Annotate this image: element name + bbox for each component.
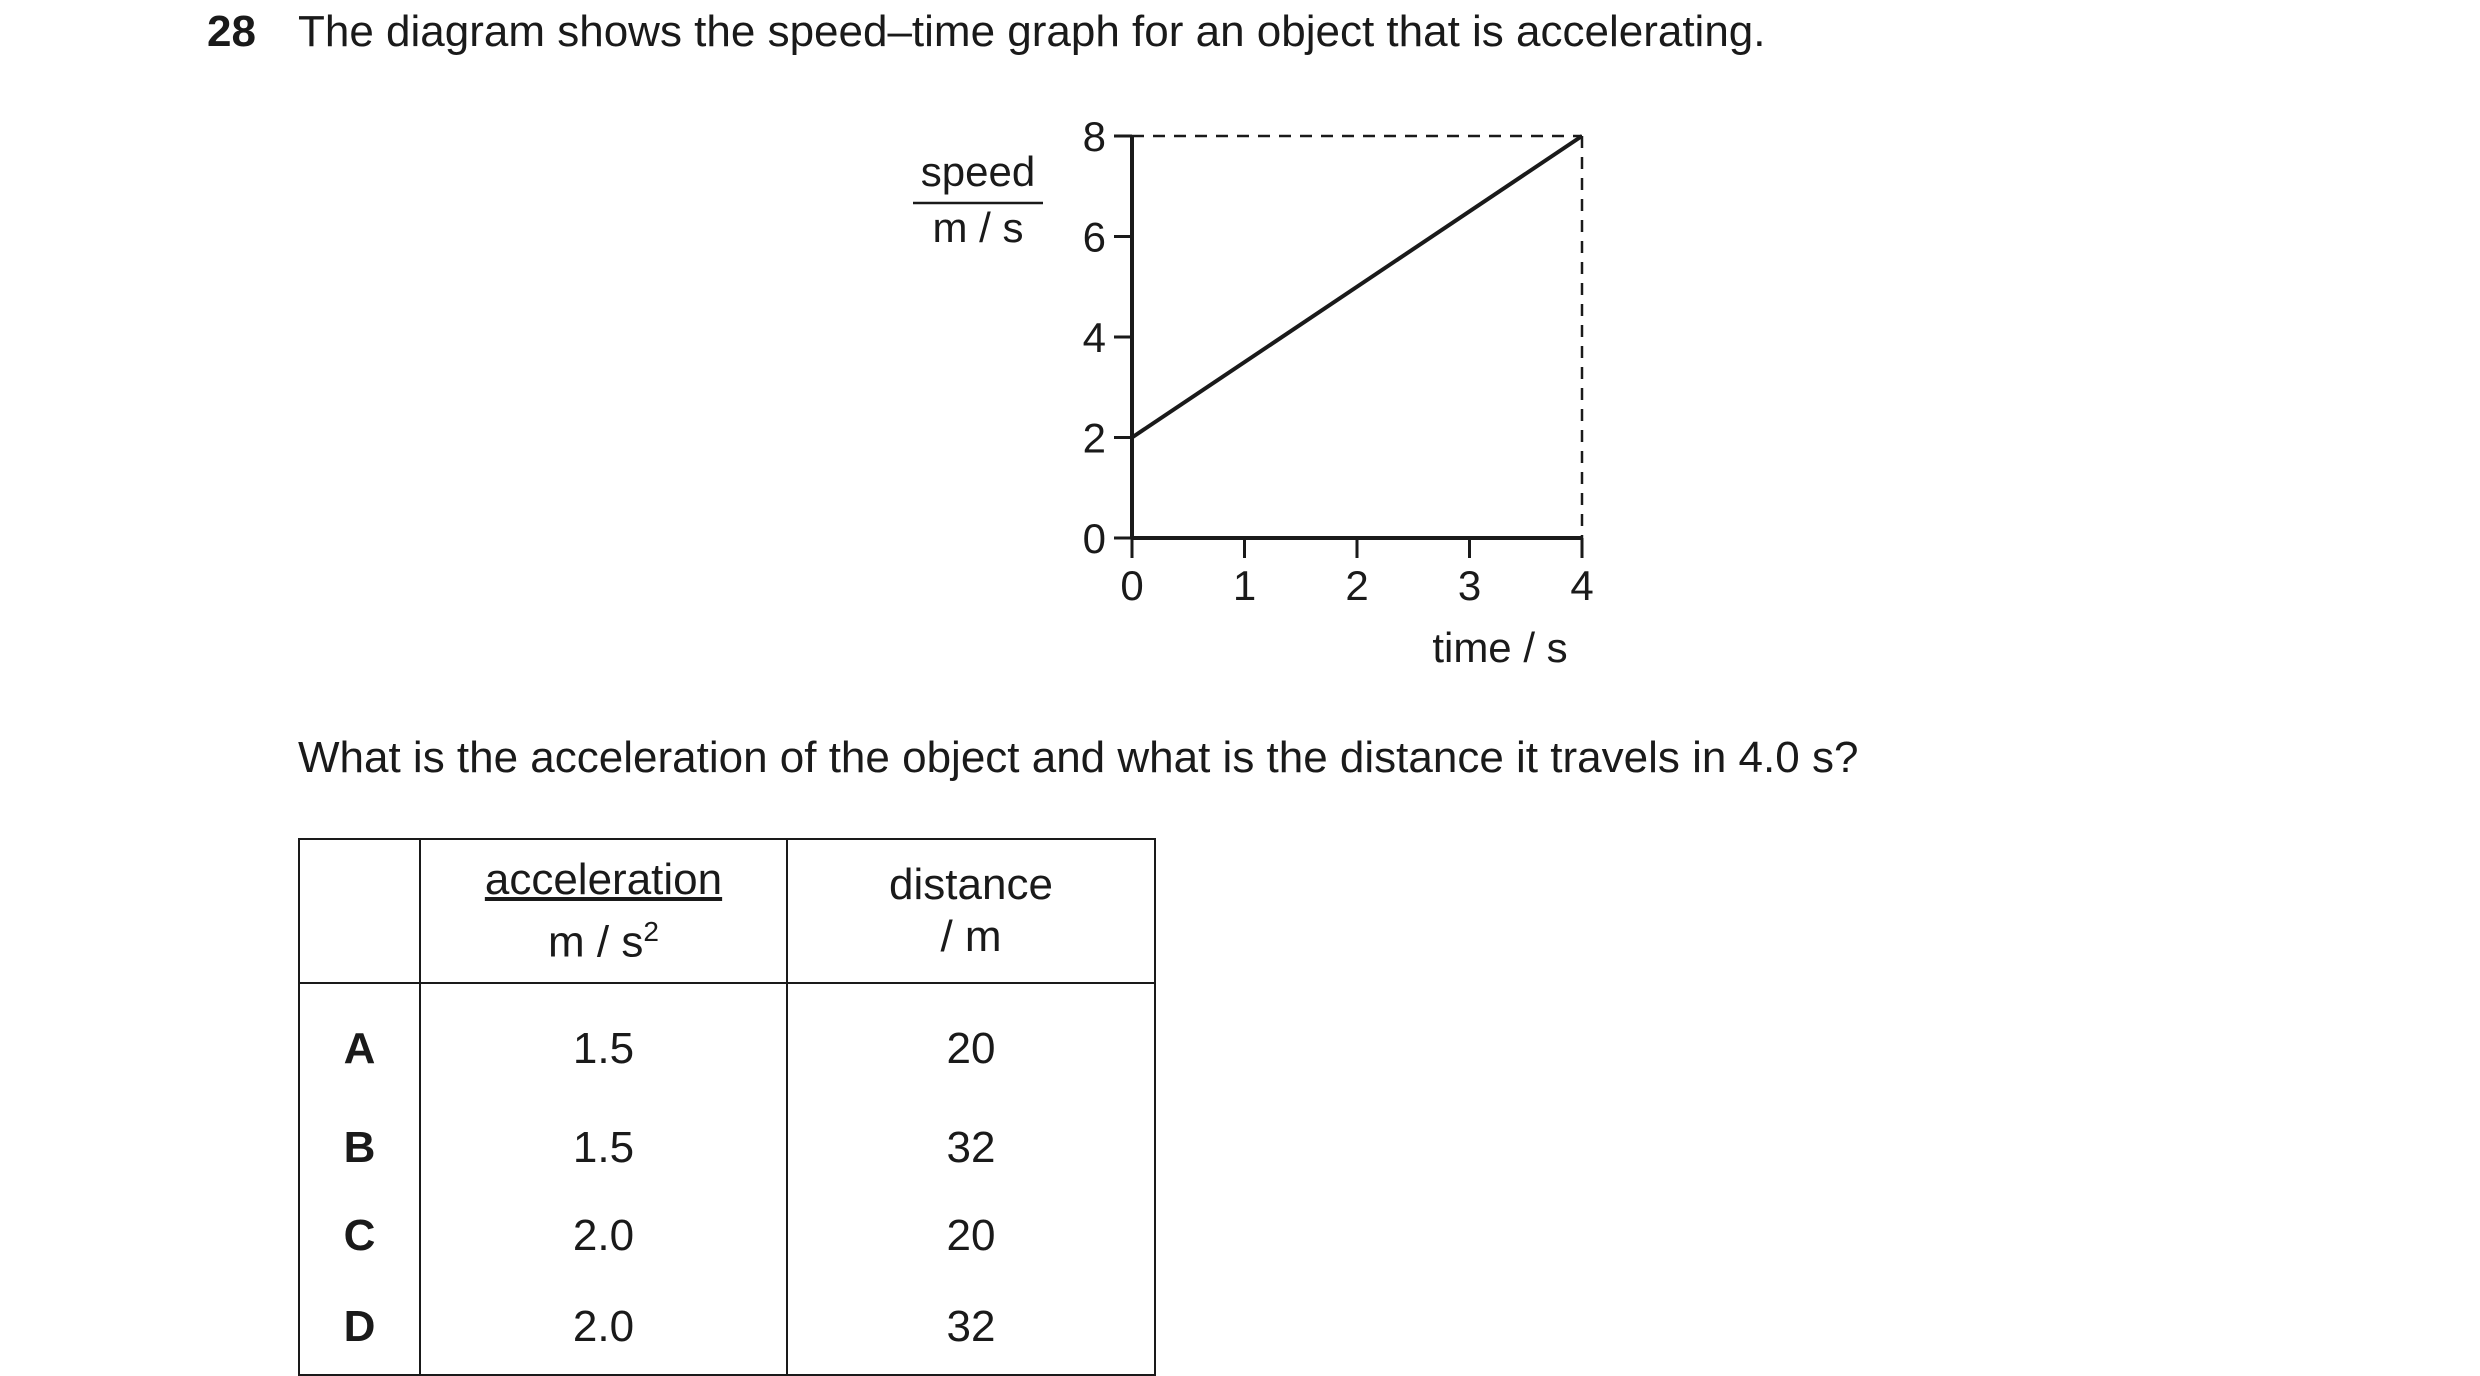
option-letter[interactable]: C: [299, 1192, 420, 1280]
series: [1132, 136, 1582, 438]
x-tick-label: 3: [1457, 562, 1482, 609]
option-acceleration: 1.5: [420, 983, 787, 1104]
answer-table: [298, 838, 1156, 1376]
y-axis-label-bottom: m / s: [932, 204, 1024, 251]
table-row: [299, 983, 1155, 1104]
question-number: 28: [207, 7, 256, 56]
option-letter[interactable]: D: [299, 1280, 420, 1375]
ticks: [1083, 113, 1594, 609]
option-distance: 20: [787, 1192, 1155, 1280]
option-letter[interactable]: B: [299, 1104, 420, 1192]
option-distance: 20: [787, 983, 1155, 1104]
table-row: [299, 1192, 1155, 1280]
axes: [1132, 136, 1582, 538]
speed-line: [1132, 136, 1582, 438]
x-tick-label: 2: [1345, 562, 1369, 609]
x-tick-label: 0: [1120, 562, 1144, 609]
table-row: [299, 1104, 1155, 1192]
header-distance-unit: / m: [940, 912, 1002, 961]
option-letter[interactable]: A: [299, 983, 420, 1104]
header-distance-label: distance: [889, 860, 1053, 909]
option-distance: 32: [787, 1280, 1155, 1375]
header-empty-cell: [299, 839, 420, 983]
x-tick-label: 1: [1232, 562, 1257, 609]
table-header-row: [299, 839, 1155, 983]
header-acceleration-unit: [421, 906, 786, 969]
guide-lines: [1132, 136, 1582, 538]
acceleration-unit-superscript: 2: [643, 915, 659, 947]
option-acceleration: 2.0: [420, 1280, 787, 1375]
y-tick-label: 2: [1082, 414, 1106, 462]
acceleration-unit-base: m / s: [548, 917, 644, 967]
header-acceleration: [420, 839, 787, 983]
option-acceleration: 2.0: [420, 1192, 787, 1280]
option-distance: 32: [787, 1104, 1155, 1192]
table-row: [299, 1280, 1155, 1375]
y-tick-label: 4: [1082, 314, 1106, 361]
y-tick-label: 6: [1082, 213, 1106, 261]
header-acceleration-label: acceleration: [484, 854, 723, 904]
header-distance: [787, 839, 1155, 983]
option-acceleration: 1.5: [420, 1104, 787, 1192]
y-tick-label: 0: [1082, 515, 1106, 562]
y-axis-label-top: speed: [920, 148, 1036, 195]
y-tick-label: 8: [1082, 113, 1106, 160]
x-tick-label: 4: [1570, 562, 1594, 609]
x-axis-label: time / s: [1432, 624, 1568, 671]
question-text: The diagram shows the speed–time graph for an object that is accelerating.: [298, 7, 1766, 56]
question-prompt: What is the acceleration of the object and what is the distance it travels in 4.0 s?: [298, 733, 1859, 782]
